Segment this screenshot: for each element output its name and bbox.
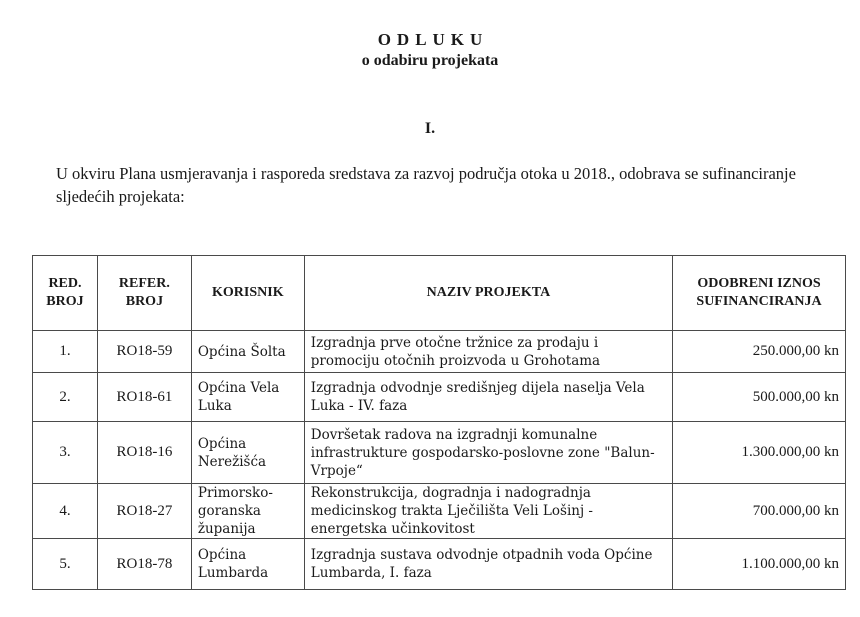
projects-table: [32, 255, 846, 590]
cell-num: 1.: [33, 331, 98, 373]
cell-amount: 1.100.000,00 kn: [673, 539, 846, 590]
cell-num: 2.: [33, 373, 98, 422]
cell-ref: RO18-16: [97, 422, 191, 484]
intro-paragraph: U okviru Plana usmjeravanja i rasporeda sredstava za razvoj područja otoka u 2018., odobrava se sufinanciranje sljedećih projekata:: [56, 164, 796, 206]
header-text: SUFINANCIRANJA: [696, 294, 822, 309]
cell-ref: RO18-27: [97, 484, 191, 539]
cell-user: Općina Vela Luka: [191, 373, 304, 422]
cell-ref: RO18-78: [97, 539, 191, 590]
cell-user: Primorsko-goranska županija: [191, 484, 304, 539]
cell-ref: RO18-59: [97, 331, 191, 373]
header-korisnik: KORISNIK: [191, 256, 304, 331]
cell-project-name: Izgradnja sustava odvodnje otpadnih voda Općine Lumbarda, I. faza: [304, 539, 672, 590]
cell-num: 5.: [33, 539, 98, 590]
cell-user: Općina Lumbarda: [191, 539, 304, 590]
document-title: ODLUKU: [377, 30, 489, 49]
header-refer-broj: [97, 256, 191, 331]
cell-project-name: Rekonstrukcija, dogradnja i nadogradnja medicinskog trakta Lječilišta Veli Lošinj - energetska učinkovitost: [304, 484, 672, 539]
section-heading: I.: [424, 120, 436, 137]
header-text: BROJ: [125, 294, 164, 309]
table-header-row: [33, 256, 846, 331]
header-red-broj: [33, 256, 98, 331]
cell-user: Općina Nerežišća: [191, 422, 304, 484]
table-row: [33, 331, 846, 373]
header-iznos: [673, 256, 846, 331]
cell-num: 3.: [33, 422, 98, 484]
cell-amount: 700.000,00 kn: [673, 484, 846, 539]
cell-project-name: Izgradnja prve otočne tržnice za prodaju i promociju otočnih proizvoda u Grohotama: [304, 331, 672, 373]
cell-amount: 500.000,00 kn: [673, 373, 846, 422]
cell-amount: 250.000,00 kn: [673, 331, 846, 373]
header-text: BROJ: [46, 294, 84, 309]
cell-amount: 1.300.000,00 kn: [673, 422, 846, 484]
table-row: [33, 539, 846, 590]
cell-project-name: Dovršetak radova na izgradnji komunalne infrastrukture gospodarsko-poslovne zone "Balun-Vrpoje“: [304, 422, 672, 484]
header-text: RED.: [48, 276, 82, 291]
cell-project-name: Izgradnja odvodnje središnjeg dijela naselja Vela Luka - IV. faza: [304, 373, 672, 422]
cell-num: 4.: [33, 484, 98, 539]
document-subtitle: o odabiru projekata: [361, 52, 499, 69]
header-naziv-projekta: NAZIV PROJEKTA: [304, 256, 672, 331]
header-text: ODOBRENI IZNOS: [697, 276, 821, 291]
table-row: [33, 484, 846, 539]
header-text: REFER.: [118, 276, 170, 291]
cell-user: Općina Šolta: [191, 331, 304, 373]
table-row: [33, 373, 846, 422]
cell-ref: RO18-61: [97, 373, 191, 422]
table-row: [33, 422, 846, 484]
